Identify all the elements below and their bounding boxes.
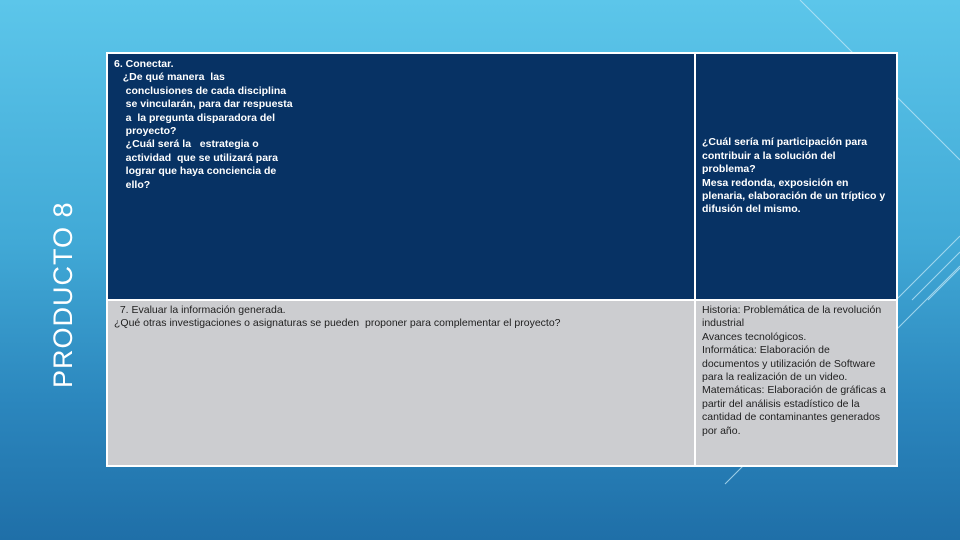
connect-cell (107, 53, 695, 300)
slide-title: PRODUCTO 8 (48, 201, 78, 388)
subjects-cell (695, 300, 897, 466)
table-row (107, 53, 897, 300)
table-row (107, 300, 897, 466)
connect-question-text: 6. Conectar. ¿De qué manera las conclusiones de cada disciplina se vincularán, para dar respuesta a la pregunta disparadora del proyecto? ¿Cuál será la estrategia o actividad que se utilizará para lograr que haya conciencia de ello? (114, 58, 293, 191)
evaluate-question-text: 7. Evaluar la información generada. ¿Qué otras investigaciones o asignaturas se pueden proponer para complementar el proyecto? (114, 304, 561, 330)
participation-cell (695, 53, 897, 300)
content-table (106, 52, 898, 467)
participation-answer-text: ¿Cuál sería mí participación para contribuir a la solución del problema? Mesa redonda, exposición en plenaria, elaboración de un tríptico y difusión del mismo. (702, 136, 886, 216)
evaluate-cell (107, 300, 695, 466)
subjects-answer-text: Historia: Problemática de la revolución industrial Avances tecnológicos. Informática: Elaboración de documentos y utilización de Software para la realización de un video. Matemáticas: Elaboración de gráficas a partir del análisis estadístico de la cantidad de contaminantes generados por año. (702, 304, 886, 437)
